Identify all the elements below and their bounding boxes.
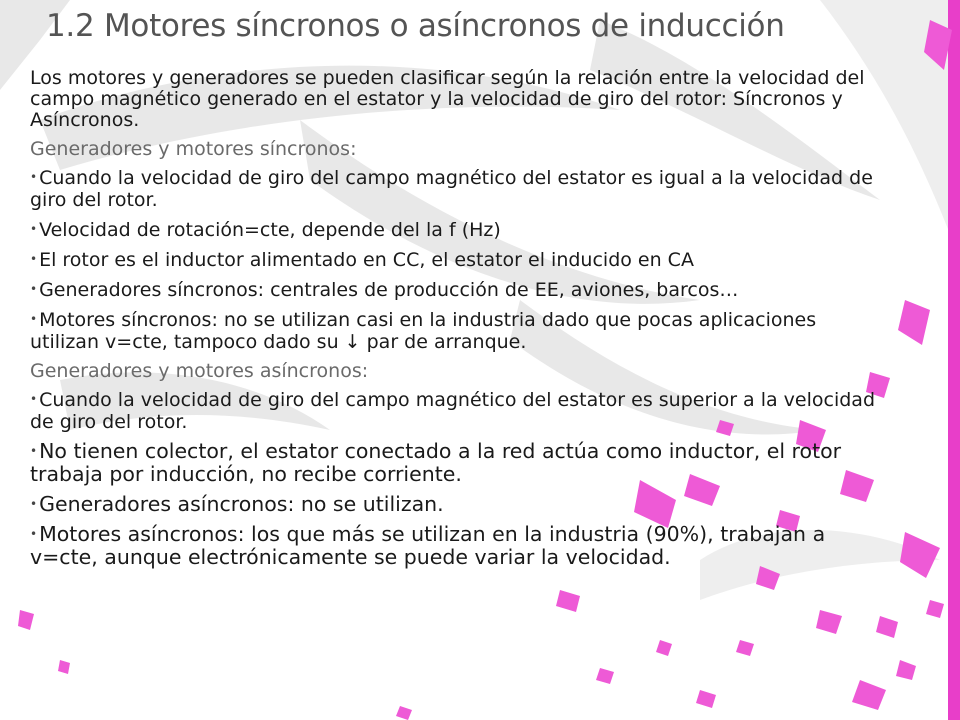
bullet-text: Motores asíncronos: los que más se utilizan en la industria (90%), trabajan a v=cte, aunque electrónicamente se puede variar la velocidad. xyxy=(30,522,826,569)
bullet-item xyxy=(30,523,890,569)
bullet-list-synchronous xyxy=(30,166,890,353)
bullet-dot: • xyxy=(30,222,38,236)
bullet-text: Velocidad de rotación=cte, depende del la f (Hz) xyxy=(39,219,501,241)
bullet-text: El rotor es el inductor alimentado en CC, el estator el inducido en CA xyxy=(39,249,694,271)
bullet-item xyxy=(30,493,890,516)
bullet-dot: • xyxy=(30,282,38,296)
bullet-dot: • xyxy=(30,527,38,541)
bullet-dot: • xyxy=(30,444,38,458)
bullet-dot: • xyxy=(30,170,38,184)
bullet-text: Generadores asíncronos: no se utilizan. xyxy=(39,492,444,516)
section-heading-synchronous: Generadores y motores síncronos: xyxy=(30,138,357,160)
bullet-dot: • xyxy=(30,497,38,511)
slide-title: 1.2 Motores síncronos o asíncronos de inducción xyxy=(46,8,785,44)
bullet-dot: • xyxy=(30,252,38,266)
bullet-item xyxy=(30,248,890,271)
bullet-item xyxy=(30,218,890,241)
bullet-text: Generadores síncronos: centrales de producción de EE, aviones, barcos… xyxy=(39,279,739,301)
slide-content xyxy=(30,68,890,576)
bullet-item xyxy=(30,278,890,301)
bullet-item xyxy=(30,440,890,486)
bullet-item xyxy=(30,388,890,433)
bullet-dot: • xyxy=(30,392,38,406)
bullet-text: Cuando la velocidad de giro del campo magnético del estator es superior a la velocidad de giro del rotor. xyxy=(30,389,876,433)
bullet-item xyxy=(30,166,890,211)
intro-paragraph: Los motores y generadores se pueden clasificar según la relación entre la velocidad del campo magnético generado en el estator y la velocidad de giro del rotor: Síncronos y Asíncronos. xyxy=(30,67,865,131)
bullet-dot: • xyxy=(30,312,38,326)
section-heading-asynchronous: Generadores y motores asíncronos: xyxy=(30,360,369,382)
bullet-list-asynchronous xyxy=(30,388,890,569)
bullet-text: Cuando la velocidad de giro del campo magnético del estator es igual a la velocidad de giro del rotor. xyxy=(30,167,873,211)
bullet-text: Motores síncronos: no se utilizan casi en la industria dado que pocas aplicaciones utilizan v=cte, tampoco dado su ↓ par de arranque. xyxy=(30,309,817,353)
bullet-item xyxy=(30,308,890,353)
bullet-text: No tienen colector, el estator conectado a la red actúa como inductor, el rotor trabaja por inducción, no recibe corriente. xyxy=(30,439,842,486)
